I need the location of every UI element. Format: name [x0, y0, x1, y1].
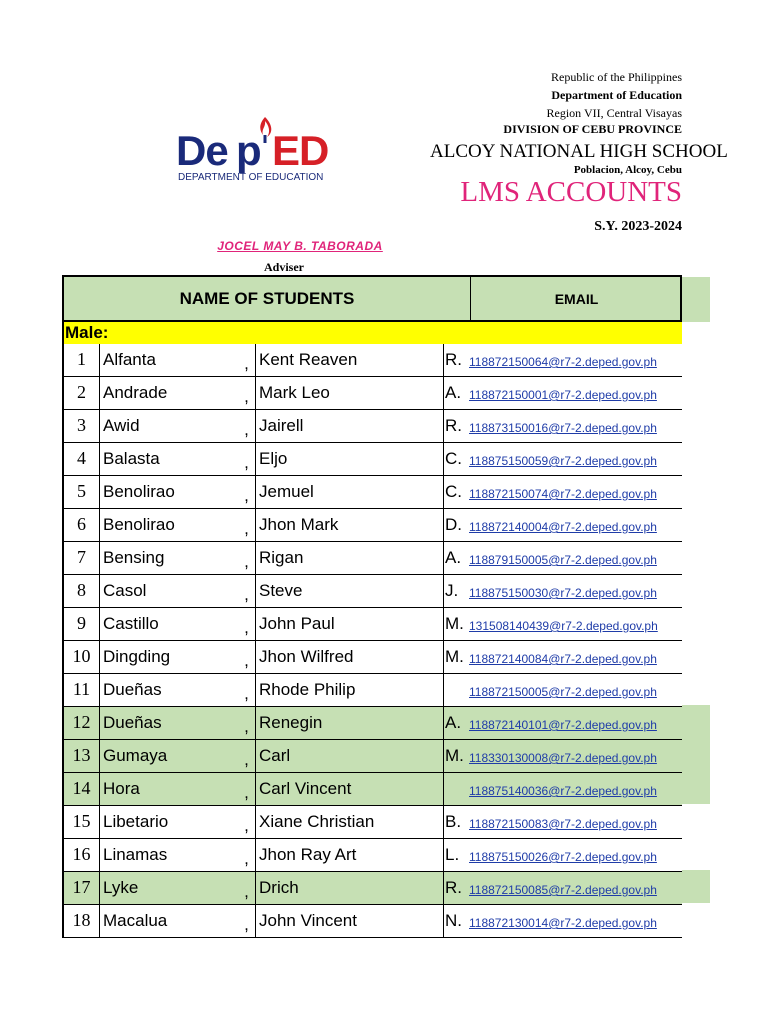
row-number: 17: [62, 872, 100, 905]
last-name-cell: Balasta: [103, 449, 160, 468]
row-number: 15: [62, 806, 100, 839]
header-republic: Republic of the Philippines: [551, 70, 682, 84]
last-name-cell: Gumaya: [103, 746, 168, 765]
comma-separator: ,: [238, 410, 256, 443]
middle-initial-cell: N.: [445, 911, 462, 930]
table-row: [62, 641, 682, 674]
header-division: DIVISION OF CEBU PROVINCE: [503, 122, 682, 136]
table-row: [62, 707, 682, 740]
table-row: [62, 773, 682, 806]
table-row: [62, 542, 682, 575]
row-number: 13: [62, 740, 100, 773]
first-name-cell: Jhon Mark: [258, 509, 444, 542]
first-name-cell: Eljo: [258, 443, 444, 476]
comma-separator: ,: [238, 476, 256, 509]
comma-separator: ,: [238, 641, 256, 674]
logo-text-de: De: [176, 127, 228, 174]
row-number: 5: [62, 476, 100, 509]
last-name-cell: Awid: [103, 416, 140, 435]
first-name-cell: Jemuel: [258, 476, 444, 509]
email-link[interactable]: 118872150083@r7-2.deped.gov.ph: [469, 817, 657, 831]
row-number: 1: [62, 344, 100, 377]
comma-separator: ,: [238, 542, 256, 575]
middle-initial-cell: D.: [445, 515, 462, 534]
last-name-cell: Casol: [103, 581, 147, 600]
email-link[interactable]: 118875150059@r7-2.deped.gov.ph: [469, 454, 657, 468]
logo-text-p: p: [236, 127, 261, 174]
row-green-extension-b: [682, 870, 710, 903]
row-green-extension-a: [682, 705, 710, 804]
column-header-email: EMAIL: [554, 290, 599, 307]
email-link[interactable]: 118875140036@r7-2.deped.gov.ph: [469, 784, 657, 798]
adviser-name: JOCEL MAY B. TABORADA: [217, 239, 383, 253]
middle-initial-cell: L.: [445, 845, 460, 864]
table-row: [62, 344, 682, 377]
first-name-cell: John Paul: [258, 608, 444, 641]
last-name-cell: Benolirao: [103, 515, 175, 534]
comma-separator: ,: [238, 806, 256, 839]
email-link[interactable]: 118873150016@r7-2.deped.gov.ph: [469, 421, 657, 435]
table-row: [62, 740, 682, 773]
first-name-cell: Rigan: [258, 542, 444, 575]
middle-initial-cell: C.: [445, 482, 462, 501]
middle-initial-cell: B.: [445, 812, 462, 831]
first-name-cell: Jhon Ray Art: [258, 839, 444, 872]
row-number: 18: [62, 905, 100, 938]
comma-separator: ,: [238, 377, 256, 410]
table-row: [62, 377, 682, 410]
comma-separator: ,: [238, 839, 256, 872]
table-row: [62, 806, 682, 839]
email-link[interactable]: 118879150005@r7-2.deped.gov.ph: [469, 553, 657, 567]
last-name-cell: Andrade: [103, 383, 168, 402]
email-link[interactable]: 118875150026@r7-2.deped.gov.ph: [469, 850, 657, 864]
table-row: [62, 410, 682, 443]
email-link[interactable]: 118330130008@r7-2.deped.gov.ph: [469, 751, 657, 765]
middle-initial-cell: R.: [445, 878, 462, 897]
table-header: [62, 275, 682, 322]
page-title: LMS ACCOUNTS: [460, 176, 682, 208]
middle-initial-cell: C.: [445, 449, 462, 468]
row-number: 3: [62, 410, 100, 443]
first-name-cell: Carl: [258, 740, 444, 773]
header-region: Region VII, Central Visayas: [546, 106, 682, 120]
logo-subtitle: DEPARTMENT OF EDUCATION: [178, 172, 324, 183]
first-name-cell: Renegin: [258, 707, 444, 740]
middle-initial-cell: M.: [445, 647, 464, 666]
table-row: [62, 443, 682, 476]
last-name-cell: Macalua: [103, 911, 168, 930]
middle-initial-cell: A.: [445, 713, 462, 732]
comma-separator: ,: [238, 608, 256, 641]
email-link[interactable]: 118872150074@r7-2.deped.gov.ph: [469, 487, 657, 501]
first-name-cell: Steve: [258, 575, 444, 608]
email-link[interactable]: 118872150005@r7-2.deped.gov.ph: [469, 685, 657, 699]
deped-logo: [176, 115, 376, 187]
header-address: Poblacion, Alcoy, Cebu: [573, 164, 682, 176]
adviser-label: Adviser: [264, 260, 304, 274]
table-row: [62, 476, 682, 509]
last-name-cell: Dingding: [103, 647, 171, 666]
header-green-extension: [682, 277, 710, 322]
table-row: [62, 872, 682, 905]
comma-separator: ,: [238, 575, 256, 608]
email-link[interactable]: 118872140084@r7-2.deped.gov.ph: [469, 652, 657, 666]
table-row: [62, 905, 682, 938]
first-name-cell: Carl Vincent: [258, 773, 444, 806]
first-name-cell: John Vincent: [258, 905, 444, 938]
row-number: 14: [62, 773, 100, 806]
email-link[interactable]: 118872140004@r7-2.deped.gov.ph: [469, 520, 657, 534]
table-row: [62, 509, 682, 542]
table-row: [62, 608, 682, 641]
last-name-cell: Benolirao: [103, 482, 175, 501]
comma-separator: ,: [238, 443, 256, 476]
middle-initial-cell: [444, 674, 469, 706]
first-name-cell: Rhode Philip: [258, 674, 444, 707]
comma-separator: ,: [238, 674, 256, 707]
last-name-cell: Alfanta: [103, 350, 156, 369]
last-name-cell: Hora: [103, 779, 140, 798]
comma-separator: ,: [238, 905, 256, 938]
comma-separator: ,: [238, 707, 256, 740]
first-name-cell: Kent Reaven: [258, 344, 444, 377]
comma-separator: ,: [238, 872, 256, 905]
middle-initial-cell: [444, 773, 469, 805]
section-male: Male:: [62, 322, 682, 344]
comma-separator: ,: [238, 740, 256, 773]
last-name-cell: Lyke: [103, 878, 139, 897]
first-name-cell: Drich: [258, 872, 444, 905]
email-link[interactable]: 118872140101@r7-2.deped.gov.ph: [469, 718, 657, 732]
first-name-cell: Mark Leo: [258, 377, 444, 410]
last-name-cell: Dueñas: [103, 713, 162, 732]
row-number: 8: [62, 575, 100, 608]
row-number: 6: [62, 509, 100, 542]
last-name-cell: Linamas: [103, 845, 168, 864]
student-rows: [62, 344, 682, 938]
table-row: [62, 674, 682, 707]
column-header-name: NAME OF STUDENTS: [64, 277, 471, 320]
comma-separator: ,: [238, 509, 256, 542]
middle-initial-cell: M.: [445, 746, 464, 765]
comma-separator: ,: [238, 344, 256, 377]
row-number: 4: [62, 443, 100, 476]
row-number: 7: [62, 542, 100, 575]
table-row: [62, 839, 682, 872]
email-link[interactable]: 118872150085@r7-2.deped.gov.ph: [469, 883, 657, 897]
email-link[interactable]: 118875150030@r7-2.deped.gov.ph: [469, 586, 657, 600]
row-number: 2: [62, 377, 100, 410]
row-number: 12: [62, 707, 100, 740]
last-name-cell: Castillo: [103, 614, 159, 633]
last-name-cell: Libetario: [103, 812, 169, 831]
email-link[interactable]: 118872130014@r7-2.deped.gov.ph: [469, 916, 657, 930]
middle-initial-cell: M.: [445, 614, 464, 633]
table-row: [62, 575, 682, 608]
row-number: 16: [62, 839, 100, 872]
email-link[interactable]: 131508140439@r7-2.deped.gov.ph: [469, 619, 658, 633]
middle-initial-cell: A.: [445, 548, 462, 567]
email-link[interactable]: 118872150001@r7-2.deped.gov.ph: [469, 388, 657, 402]
middle-initial-cell: J.: [445, 581, 459, 600]
middle-initial-cell: A.: [445, 383, 462, 402]
row-number: 9: [62, 608, 100, 641]
header-school-name: ALCOY NATIONAL HIGH SCHOOL: [430, 141, 728, 162]
row-number: 11: [62, 674, 100, 707]
email-link[interactable]: 118872150064@r7-2.deped.gov.ph: [469, 355, 657, 369]
middle-initial-cell: R.: [445, 416, 462, 435]
school-year: S.Y. 2023-2024: [594, 219, 682, 234]
middle-initial-cell: R.: [445, 350, 462, 369]
last-name-cell: Dueñas: [103, 680, 162, 699]
first-name-cell: Jhon Wilfred: [258, 641, 444, 674]
first-name-cell: Jairell: [258, 410, 444, 443]
row-number: 10: [62, 641, 100, 674]
comma-separator: ,: [238, 773, 256, 806]
first-name-cell: Xiane Christian: [258, 806, 444, 839]
logo-text-ed: ED: [272, 127, 329, 174]
header-department: Department of Education: [551, 88, 682, 102]
students-table: [62, 275, 682, 938]
last-name-cell: Bensing: [103, 548, 165, 567]
